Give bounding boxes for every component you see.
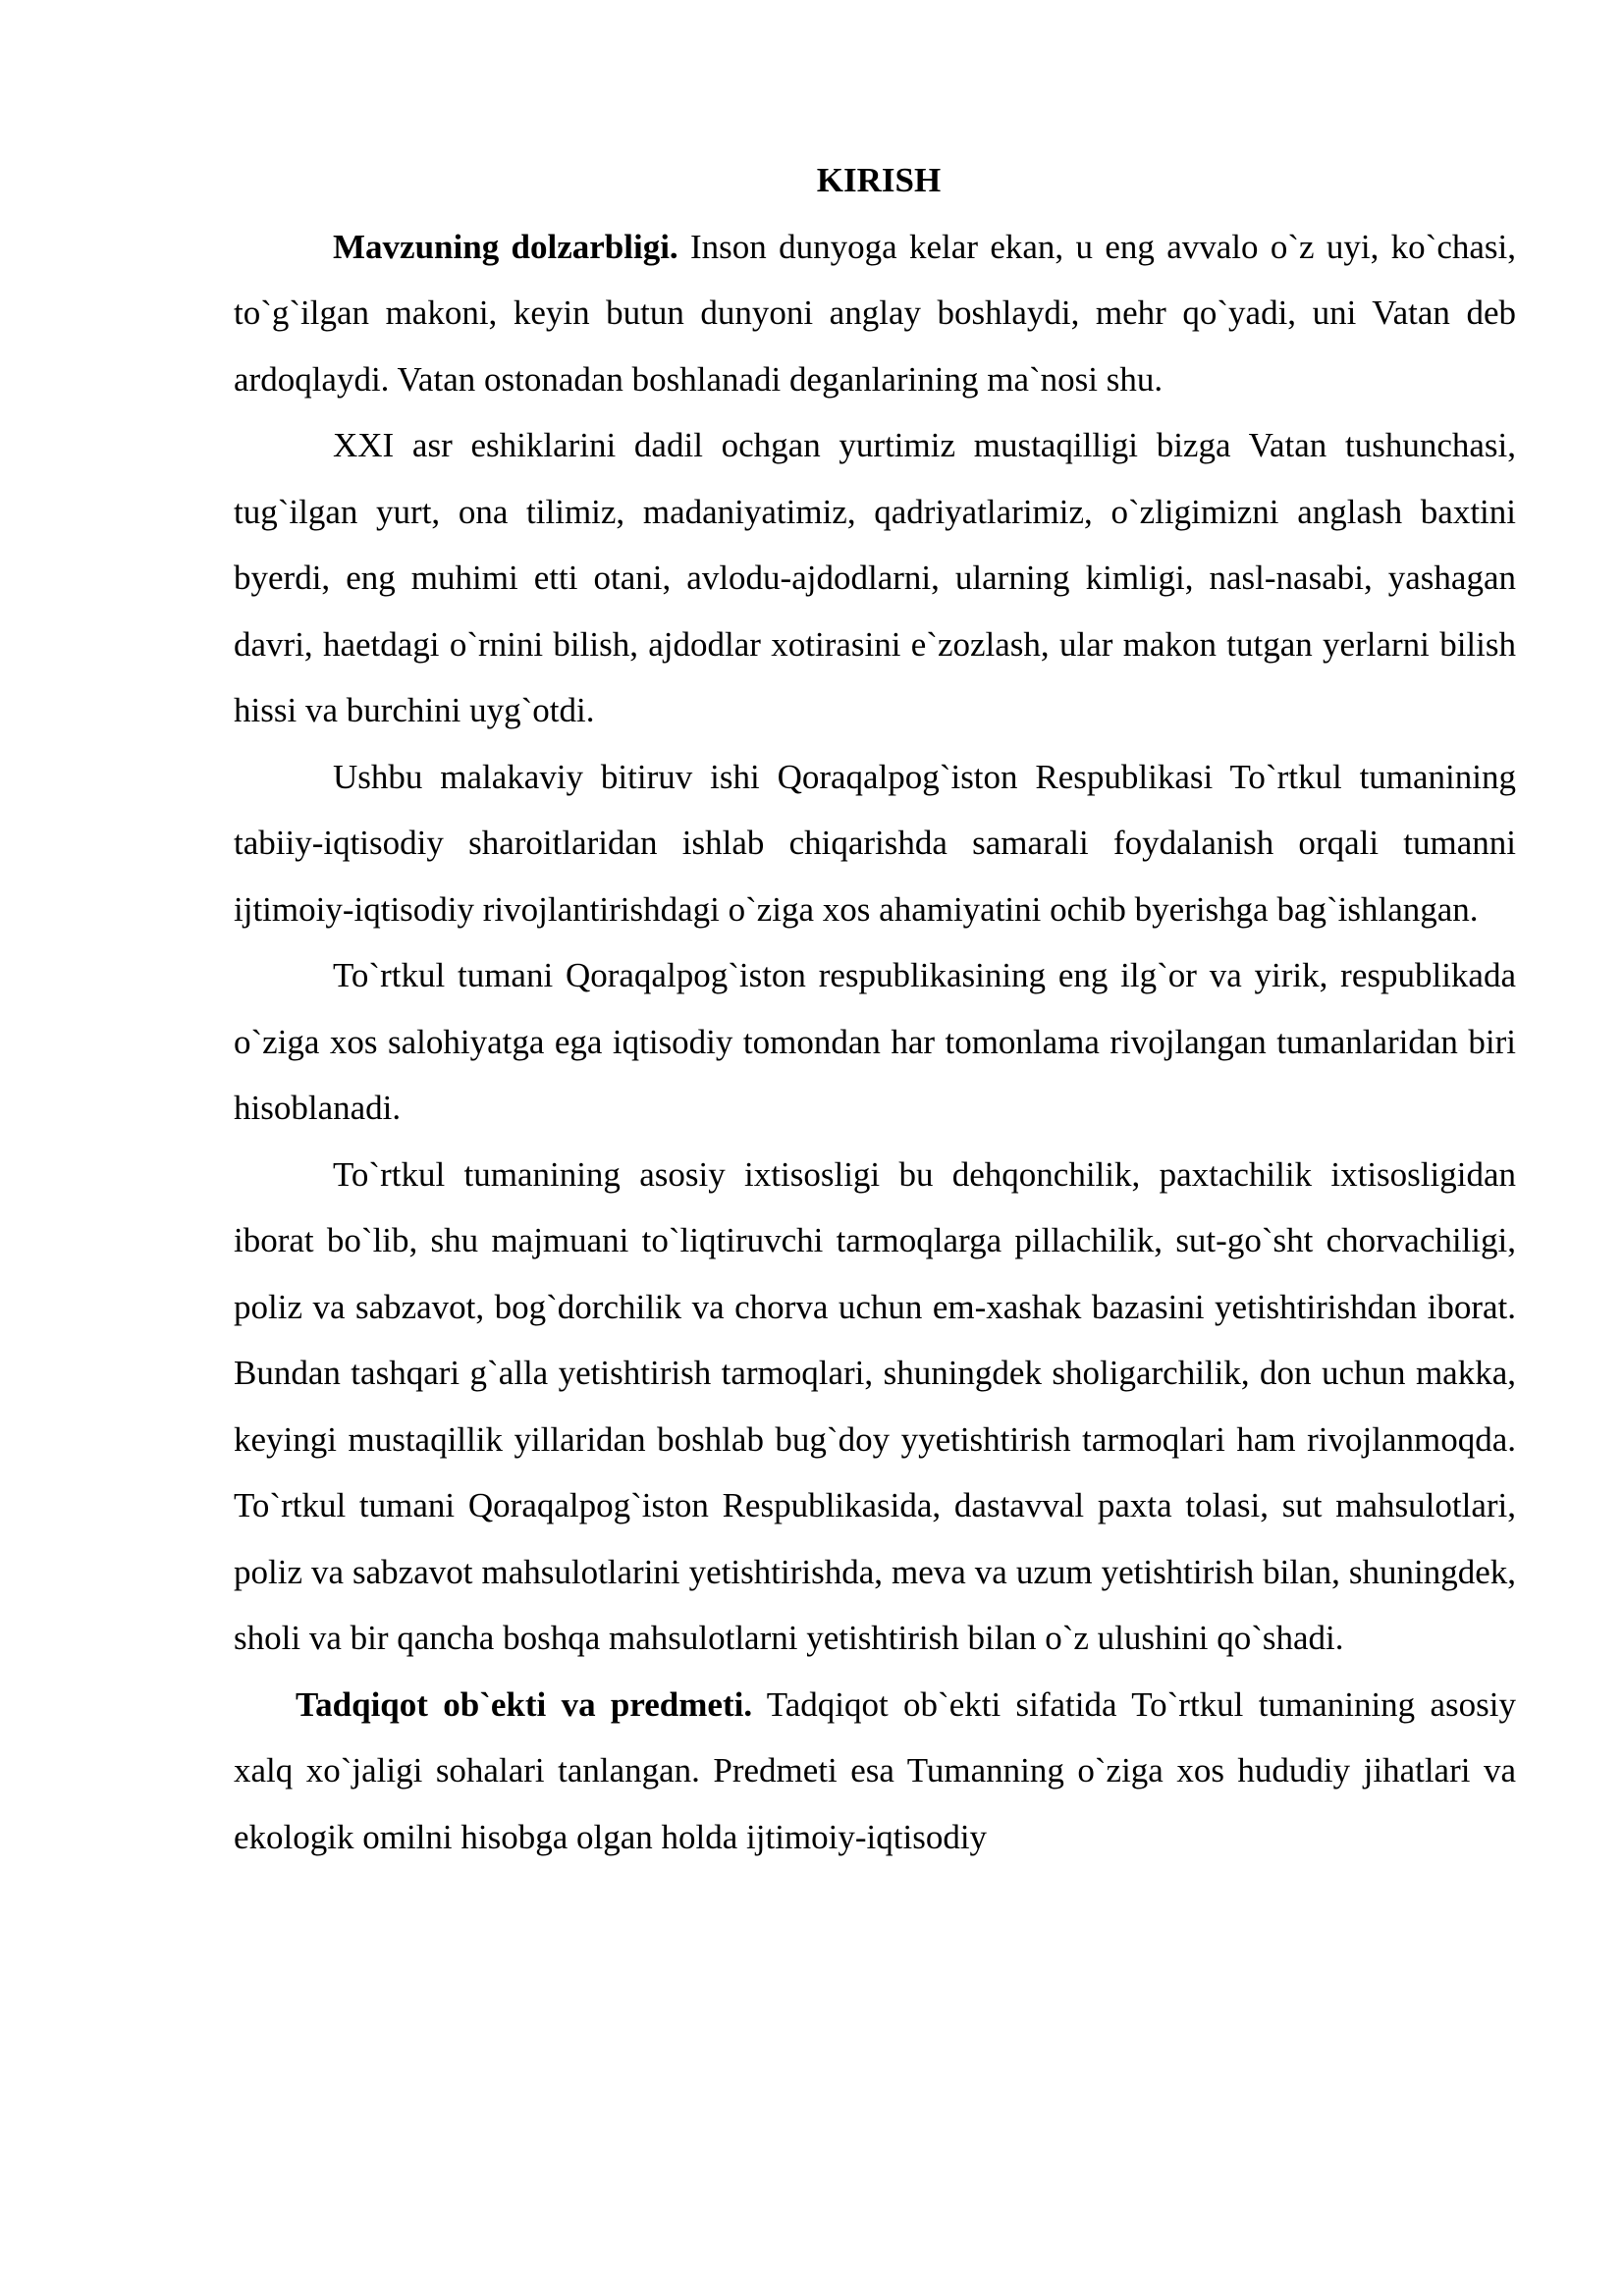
paragraph-text: To`rtkul tumanining asosiy ixtisosligi bu dehqonchilik, paxtachilik ixtisosligidan iborat bo`lib, shu majmuani to`liqtiruvchi tarmoqlarga pillachilik, sut-go`sht chorvachiligi, poliz va sabzavot, bog`dorchilik va chorva uchun em-xashak bazasini yetishtirishdan iborat. Bundan tashqari g`alla yetishtirish tarmoqlari, shuningdek sholigarchilik, don uchun makka, keyingi mustaqillik yillaridan boshlab bug`doy yyetishtirish tarmoqlari ham rivojlanmoqda. To`rtkul tumani Qoraqalpog`iston Respublikasida, dastavval paxta tolasi, sut mahsulotlari, poliz va sabzavot mahsulotlarini yetishtirishda, meva va uzum yetishtirish bilan, shuningdek, sholi va bir qancha boshqa mahsulotlarni yetishtirish bilan o`z ulushini qo`shadi.	[234, 1154, 1516, 1657]
paragraph-lead: Mavzuning dolzarbligi.	[333, 227, 678, 266]
paragraph-thesis-purpose	[234, 744, 1516, 943]
paragraph-research-object	[234, 1672, 1516, 1871]
paragraph-text: Tadqiqot ob`ekti sifatida To`rtkul tumanining asosiy xalq xo`jaligi sohalari tanlangan. Predmeti esa Tumanning o`ziga xos hududiy jihatlari va ekologik omilni hisobga olgan holda ijtimoiy-iqtisodiy	[234, 1684, 1516, 1856]
paragraph-independence	[234, 412, 1516, 744]
paragraph-text: Ushbu malakaviy bitiruv ishi Qoraqalpog`iston Respublikasi To`rtkul tumanining tabiiy-iqtisodiy sharoitlaridan ishlab chiqarishda samarali foydalanish orqali tumanni ijtimoiy-iqtisodiy rivojlantirishdagi o`ziga xos ahamiyatini ochib byerishga bag`ishlangan.	[234, 757, 1516, 929]
paragraph-specialization	[234, 1142, 1516, 1672]
paragraph-relevance	[234, 214, 1516, 413]
paragraph-district-overview	[234, 942, 1516, 1142]
paragraph-lead: Tadqiqot ob`ekti va predmeti.	[296, 1684, 753, 1724]
document-body	[234, 147, 1516, 1870]
paragraph-text: Inson dunyoga kelar ekan, u eng avvalo o`z uyi, ko`chasi, to`g`ilgan makoni, keyin butun dunyoni anglay boshlaydi, mehr qo`yadi, uni Vatan deb ardoqlaydi. Vatan ostonadan boshlanadi deganlarining ma`nosi shu.	[234, 227, 1517, 399]
page-heading: KIRISH	[816, 161, 942, 199]
paragraph-text: To`rtkul tumani Qoraqalpog`iston respublikasining eng ilg`or va yirik, respublikada o`ziga xos salohiyatga ega iqtisodiy tomondan har tomonlama rivojlangan tumanlaridan biri hisoblanadi.	[234, 956, 1516, 1127]
paragraph-text: XXI asr eshiklarini dadil ochgan yurtimiz mustaqilligi bizga Vatan tushunchasi, tug`ilgan yurt, ona tilimiz, madaniyatimiz, qadriyatlarimiz, o`zligimizni anglash baxtini byerdi, eng muhimi etti otani, avlodu-ajdodlarni, ularning kimligi, nasl-nasabi, yashagan davri, haetdagi o`rnini bilish, ajdodlar xotirasini e`zozlash, ular makon tutgan yerlarni bilish hissi va burchini uyg`otdi.	[234, 426, 1516, 729]
